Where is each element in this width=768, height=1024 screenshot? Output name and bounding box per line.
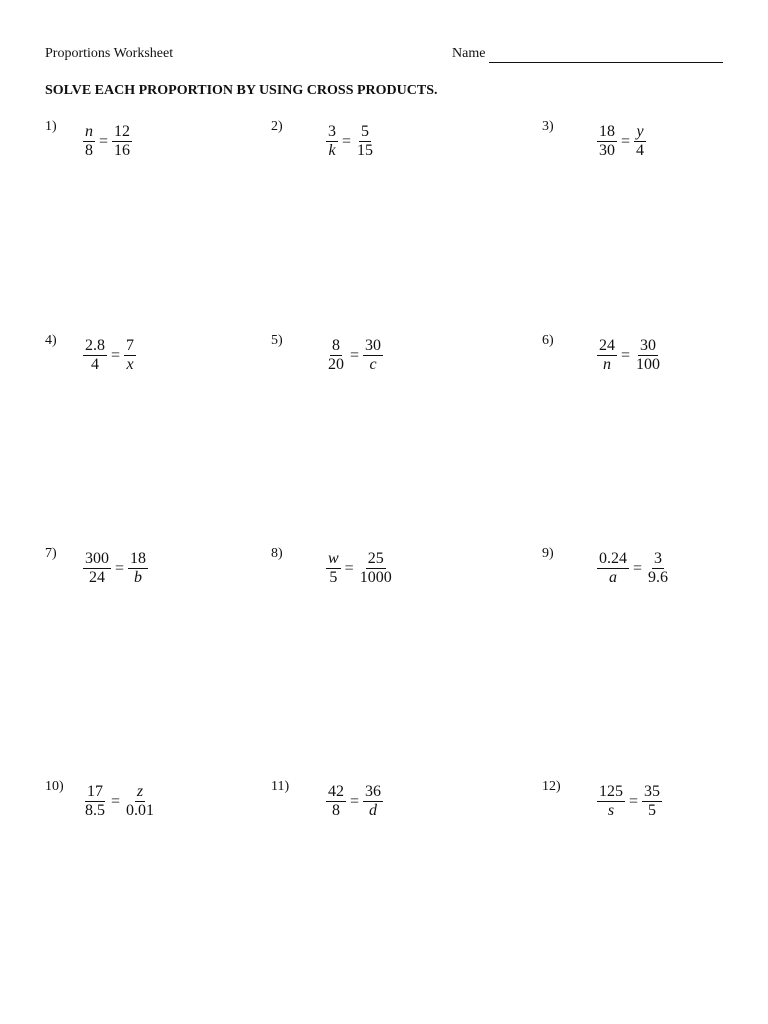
left-fraction bbox=[83, 783, 107, 820]
denominator: 5 bbox=[329, 569, 338, 586]
denominator: 8.5 bbox=[85, 802, 105, 819]
denominator: 0.01 bbox=[126, 802, 155, 819]
denominator: d bbox=[369, 802, 378, 819]
right-fraction bbox=[112, 123, 132, 160]
problem-number: 12) bbox=[542, 779, 561, 794]
denominator: k bbox=[328, 142, 336, 159]
equals-sign: = bbox=[633, 559, 643, 577]
proportion-equation bbox=[326, 123, 375, 160]
numerator: 8 bbox=[332, 337, 340, 354]
right-fraction bbox=[355, 123, 375, 160]
equals-sign: = bbox=[99, 132, 109, 150]
numerator: 30 bbox=[365, 337, 382, 354]
problem-number: 2) bbox=[271, 119, 283, 134]
left-fraction bbox=[326, 550, 341, 587]
left-fraction bbox=[597, 123, 617, 160]
proportion-equation bbox=[83, 337, 136, 374]
left-fraction bbox=[83, 123, 95, 160]
numerator: 17 bbox=[87, 783, 103, 800]
numerator: 2.8 bbox=[85, 337, 105, 354]
problem-number: 5) bbox=[271, 333, 283, 348]
numerator: 125 bbox=[599, 783, 623, 800]
denominator: 24 bbox=[89, 569, 105, 586]
equals-sign: = bbox=[115, 559, 125, 577]
proportion-equation bbox=[326, 550, 394, 587]
left-fraction bbox=[597, 337, 617, 374]
denominator: b bbox=[134, 569, 143, 586]
equals-sign: = bbox=[350, 792, 360, 810]
right-fraction bbox=[634, 123, 646, 160]
proportion-equation bbox=[597, 337, 662, 374]
denominator: 5 bbox=[648, 802, 657, 819]
left-fraction bbox=[326, 783, 346, 820]
proportion-equation bbox=[326, 337, 383, 374]
denominator: a bbox=[609, 569, 617, 586]
denominator: 8 bbox=[332, 802, 340, 819]
denominator: 9.6 bbox=[648, 569, 669, 586]
equals-sign: = bbox=[621, 346, 631, 364]
denominator: x bbox=[126, 356, 134, 373]
numerator: 36 bbox=[365, 783, 382, 800]
denominator: 20 bbox=[328, 356, 344, 373]
proportion-equation bbox=[83, 123, 132, 160]
numerator: z bbox=[136, 783, 144, 800]
numerator: 300 bbox=[85, 550, 109, 567]
numerator: 25 bbox=[367, 550, 384, 567]
denominator: 100 bbox=[636, 356, 661, 373]
denominator: 16 bbox=[114, 142, 131, 159]
problem-number: 3) bbox=[542, 119, 554, 134]
left-fraction bbox=[326, 123, 338, 160]
numerator: 7 bbox=[126, 337, 135, 354]
instructions: SOLVE EACH PROPORTION BY USING CROSS PRODUCTS. bbox=[45, 83, 438, 98]
left-fraction bbox=[83, 337, 107, 374]
equals-sign: = bbox=[111, 792, 121, 810]
problem-number: 11) bbox=[271, 779, 290, 794]
proportion-equation bbox=[326, 783, 383, 820]
problem-number: 6) bbox=[542, 333, 554, 348]
numerator: 42 bbox=[328, 783, 344, 800]
numerator: 3 bbox=[328, 123, 336, 140]
denominator: 4 bbox=[91, 356, 99, 373]
problem-number: 8) bbox=[271, 546, 283, 561]
equals-sign: = bbox=[350, 346, 360, 364]
left-fraction bbox=[597, 783, 625, 820]
right-fraction bbox=[642, 783, 662, 820]
numerator: n bbox=[85, 123, 93, 140]
numerator: 35 bbox=[644, 783, 661, 800]
numerator: 24 bbox=[599, 337, 615, 354]
equals-sign: = bbox=[621, 132, 631, 150]
proportion-equation bbox=[83, 783, 156, 820]
numerator: 12 bbox=[114, 123, 131, 140]
numerator: w bbox=[328, 550, 339, 567]
proportion-equation bbox=[597, 550, 670, 587]
numerator: 18 bbox=[130, 550, 147, 567]
denominator: 1000 bbox=[359, 569, 392, 586]
equals-sign: = bbox=[111, 346, 121, 364]
right-fraction bbox=[124, 783, 156, 820]
equals-sign: = bbox=[342, 132, 352, 150]
right-fraction bbox=[363, 783, 383, 820]
numerator: y bbox=[636, 123, 644, 140]
numerator: 0.24 bbox=[599, 550, 627, 567]
worksheet-title: Proportions Worksheet bbox=[45, 46, 174, 61]
numerator: 3 bbox=[654, 550, 663, 567]
right-fraction bbox=[358, 550, 394, 587]
problem-number: 4) bbox=[45, 333, 57, 348]
proportion-equation bbox=[83, 550, 148, 587]
numerator: 5 bbox=[361, 123, 370, 140]
denominator: s bbox=[607, 802, 615, 819]
proportion-equation bbox=[597, 123, 646, 160]
left-fraction bbox=[83, 550, 111, 587]
numerator: 30 bbox=[640, 337, 657, 354]
denominator: n bbox=[603, 356, 611, 373]
problem-number: 1) bbox=[45, 119, 57, 134]
denominator: 4 bbox=[636, 142, 645, 159]
left-fraction bbox=[597, 550, 629, 587]
right-fraction bbox=[634, 337, 662, 374]
right-fraction bbox=[128, 550, 148, 587]
name-line bbox=[489, 62, 723, 63]
right-fraction bbox=[646, 550, 670, 587]
right-fraction bbox=[363, 337, 383, 374]
right-fraction bbox=[124, 337, 136, 374]
denominator: 30 bbox=[599, 142, 615, 159]
name-label: Name bbox=[452, 46, 486, 61]
denominator: c bbox=[369, 356, 377, 373]
denominator: 8 bbox=[85, 142, 93, 159]
numerator: 18 bbox=[599, 123, 615, 140]
problem-number: 10) bbox=[45, 779, 64, 794]
left-fraction bbox=[326, 337, 346, 374]
proportion-equation bbox=[597, 783, 662, 820]
problem-number: 7) bbox=[45, 546, 57, 561]
equals-sign: = bbox=[344, 559, 354, 577]
problem-number: 9) bbox=[542, 546, 554, 561]
equals-sign: = bbox=[629, 792, 639, 810]
denominator: 15 bbox=[357, 142, 374, 159]
